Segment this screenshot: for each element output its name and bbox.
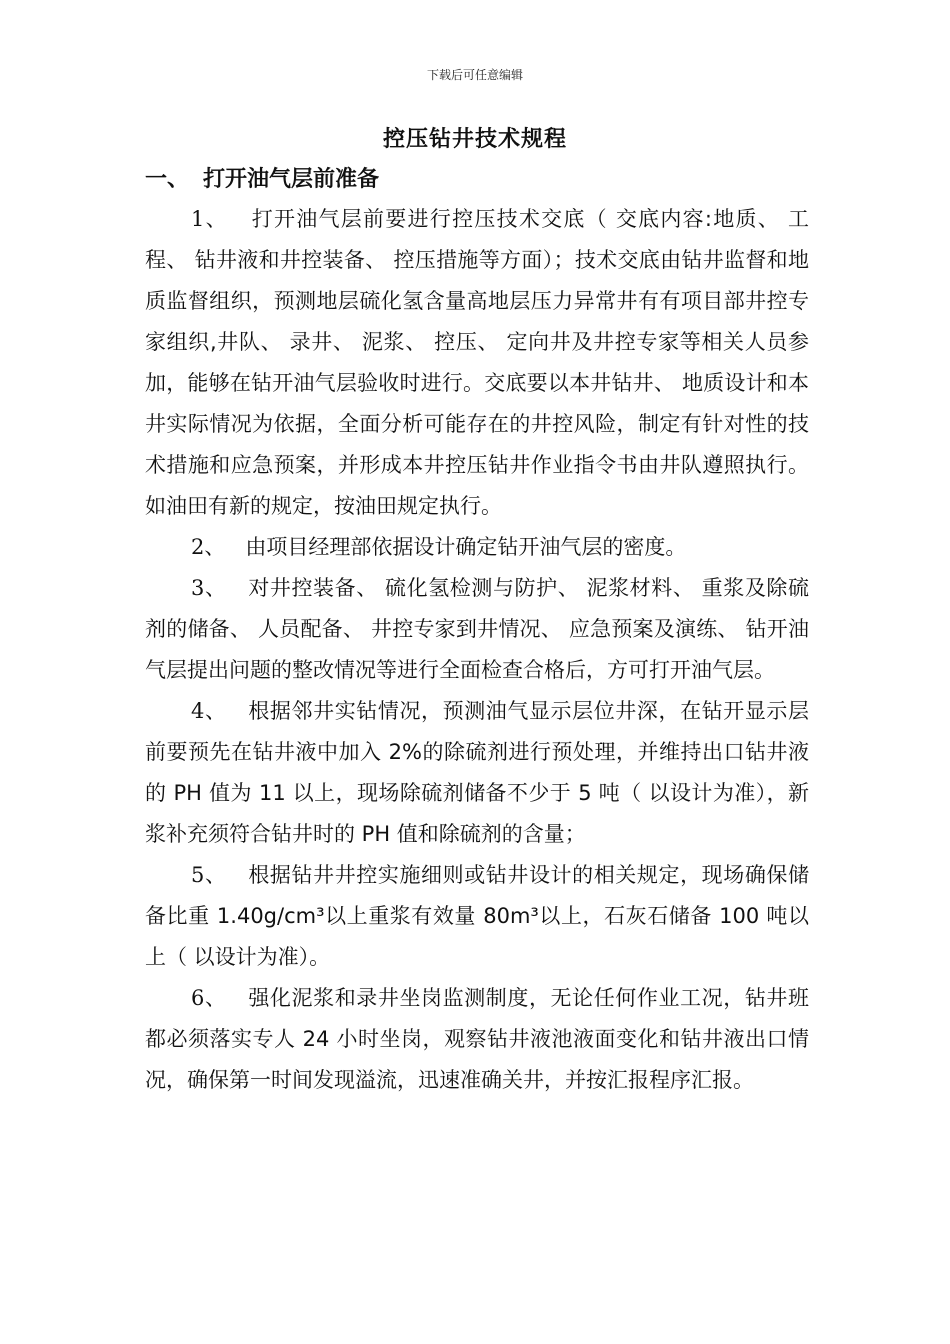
paragraph-number: 6、 [191,986,227,1010]
paragraph-text: 对井控装备、 硫化氢检测与防护、 泥浆材料、 重浆及除硫剂的储备、 人员配备、 井控专家到井情况、 应急预案及演练、 钻开油气层提出问题的整改情况等进行全面检查合格后，方可打开油气层。 [145,576,809,682]
paragraph-number: 4、 [191,699,227,723]
paragraph-2 [145,527,809,568]
paragraph-5 [145,855,809,978]
document-title: 控压钻井技术规程 [382,127,567,152]
paragraph-text: 根据钻井井控实施细则或钻井设计的相关规定，现场确保储备比重 1.40g/cm³以上重浆有效量 80m³以上，石灰石储备 100 吨以上（ 以设计为准）。 [145,863,810,969]
section-number: 一、 [145,167,190,192]
paragraph-number: 1、 [191,207,228,231]
section-title: 打开油气层前准备 [203,167,380,192]
paragraph-text: 强化泥浆和录井坐岗监测制度，无论任何作业工况，钻井班都必须落实专人 24 小时坐岗，观察钻井液池液面变化和钻井液出口情况，确保第一时间发现溢流，迅速准确关井，并按汇报程序汇报。 [145,986,810,1092]
paragraph-text: 打开油气层前要进行控压技术交底（ 交底内容:地质、 工程、 钻井液和井控装备、 控压措施等方面）；技术交底由钻井监督和地质监督组织，预测地层硫化氢含量高地层压力异常井有有项目部井控专家组织,井队、 录井、 泥浆、 控压、 定向井及井控专家等相关人员参加，能够在钻开油气层验收时进行。交底要以本井钻井、 地质设计和本井实际情况为依据，全面分析可能存在的井控风险，制定有针对性的技术措施和应急预案，并形成本井控压钻井作业指令书由井队遵照执行。如油田有新的规定，按油田规定执行。 [145,207,809,518]
page-header-note: 下载后可任意编辑 [426,68,523,82]
paragraph-3 [145,568,809,691]
paragraph-4 [145,691,809,855]
paragraph-1 [145,199,809,527]
document-body [145,199,809,1101]
paragraph-text: 由项目经理部依据设计确定钻开油气层的密度。 [245,535,687,559]
section-heading [145,162,379,193]
paragraph-number: 5、 [191,863,227,887]
paragraph-number: 2、 [191,535,226,559]
paragraph-text: 根据邻井实钻情况，预测油气显示层位井深，在钻开显示层前要预先在钻井液中加入 2%的除硫剂进行预处理，并维持出口钻井液的 PH 值为 11 以上，现场除硫剂储备不少于 5 吨（ 以设计为准），新浆补充须符合钻井时的 PH 值和除硫剂的含量； [145,699,810,846]
paragraph-number: 3、 [191,576,227,600]
paragraph-6 [145,978,809,1101]
